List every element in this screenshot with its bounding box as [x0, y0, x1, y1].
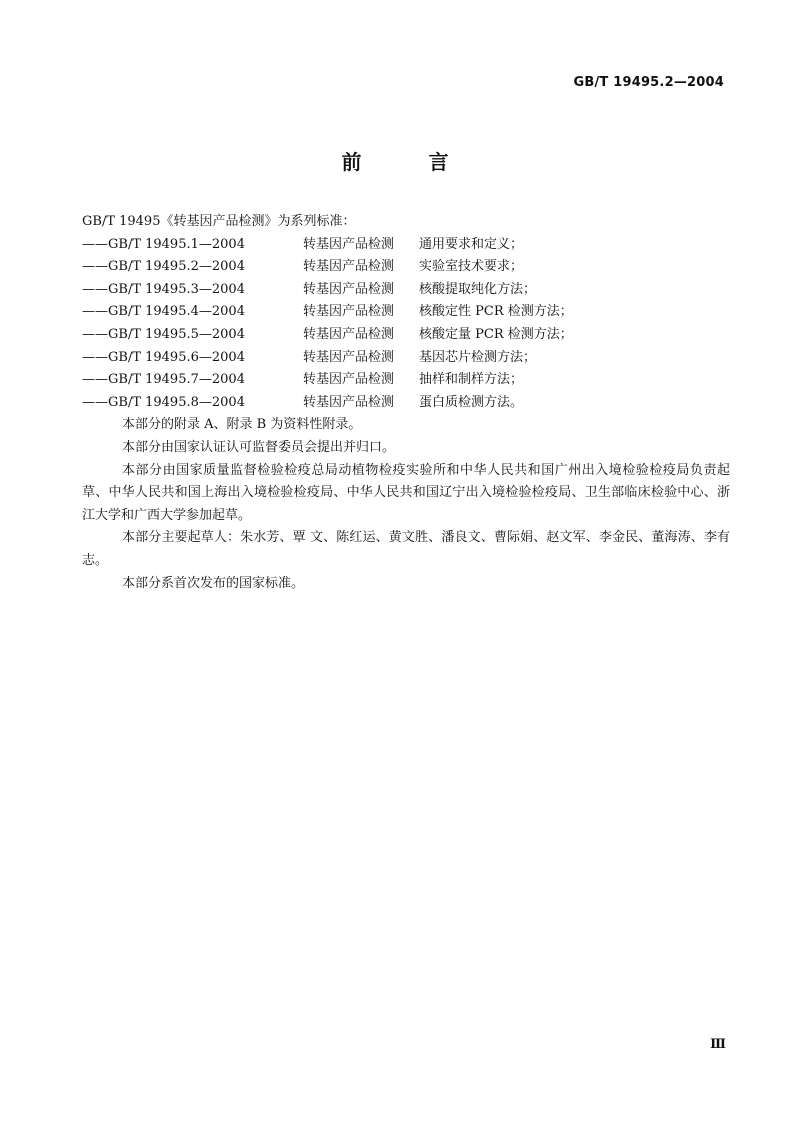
series-item [82, 301, 730, 324]
page-title: 前 言 [341, 150, 479, 174]
series-item [82, 256, 730, 279]
series-intro: GB/T 19495《转基因产品检测》为系列标准： [82, 214, 356, 229]
series-item-code: ——GB/T 19495.8—2004 [82, 394, 245, 410]
series-item-name: 转基因产品检测 [303, 281, 395, 297]
series-item-part: 抽样和制样方法； [419, 372, 524, 388]
series-item-code: ——GB/T 19495.6—2004 [82, 349, 245, 365]
series-item-code: ——GB/T 19495.5—2004 [82, 326, 245, 342]
foreword-body [82, 211, 730, 595]
series-item-code: ——GB/T 19495.2—2004 [82, 259, 245, 275]
series-item-part: 通用要求和定义； [419, 236, 524, 252]
series-item-part: 核酸提取纯化方法； [419, 281, 537, 297]
first-release-statement: 本部分系首次发布的国家标准。 [122, 575, 305, 591]
series-item [82, 347, 730, 370]
series-item-part: 核酸定性 PCR 检测方法； [419, 304, 573, 320]
series-item-part: 实验室技术要求； [419, 259, 524, 275]
series-item [82, 324, 730, 347]
drafting-organizations: 本部分由国家质量监督检验检疫总局动植物检疫实验所和中华人民共和国广州出入境检验检疫局负责起草、中华人民共和国上海出入境检验检疫局、中华人民共和国辽宁出入境检验检疫局、卫生部临床检验中心、浙江大学和广西大学参加起草。 [82, 462, 730, 523]
series-item-code: ——GB/T 19495.1—2004 [82, 236, 245, 252]
series-item-part: 基因芯片检测方法； [419, 349, 537, 365]
appendix-statement: 本部分的附录 A、附录 B 为资料性附录。 [122, 417, 362, 433]
series-item-name: 转基因产品检测 [303, 259, 395, 275]
series-item [82, 369, 730, 392]
standard-code: GB/T 19495.2—2004 [573, 75, 724, 90]
series-item-name: 转基因产品检测 [303, 326, 395, 342]
series-item-name: 转基因产品检测 [303, 236, 395, 252]
series-item-name: 转基因产品检测 [303, 349, 395, 365]
main-drafters: 本部分主要起草人：朱水芳、覃 文、陈红运、黄文胜、潘良文、曹际娟、赵文军、李金民、董海涛、李有志。 [82, 530, 730, 568]
series-item [82, 392, 730, 415]
series-item [82, 234, 730, 257]
page-number: Ⅲ [710, 1037, 726, 1052]
series-item-code: ——GB/T 19495.4—2004 [82, 304, 245, 320]
series-item-code: ——GB/T 19495.7—2004 [82, 372, 245, 388]
series-item-name: 转基因产品检测 [303, 372, 395, 388]
series-item [82, 279, 730, 302]
series-item-name: 转基因产品检测 [303, 394, 395, 410]
series-item-part: 核酸定量 PCR 检测方法； [419, 326, 573, 342]
series-item-part: 蛋白质检测方法。 [419, 394, 524, 410]
series-item-code: ——GB/T 19495.3—2004 [82, 281, 245, 297]
proposed-by-statement: 本部分由国家认证认可监督委员会提出并归口。 [122, 439, 396, 455]
series-item-name: 转基因产品检测 [303, 304, 395, 320]
